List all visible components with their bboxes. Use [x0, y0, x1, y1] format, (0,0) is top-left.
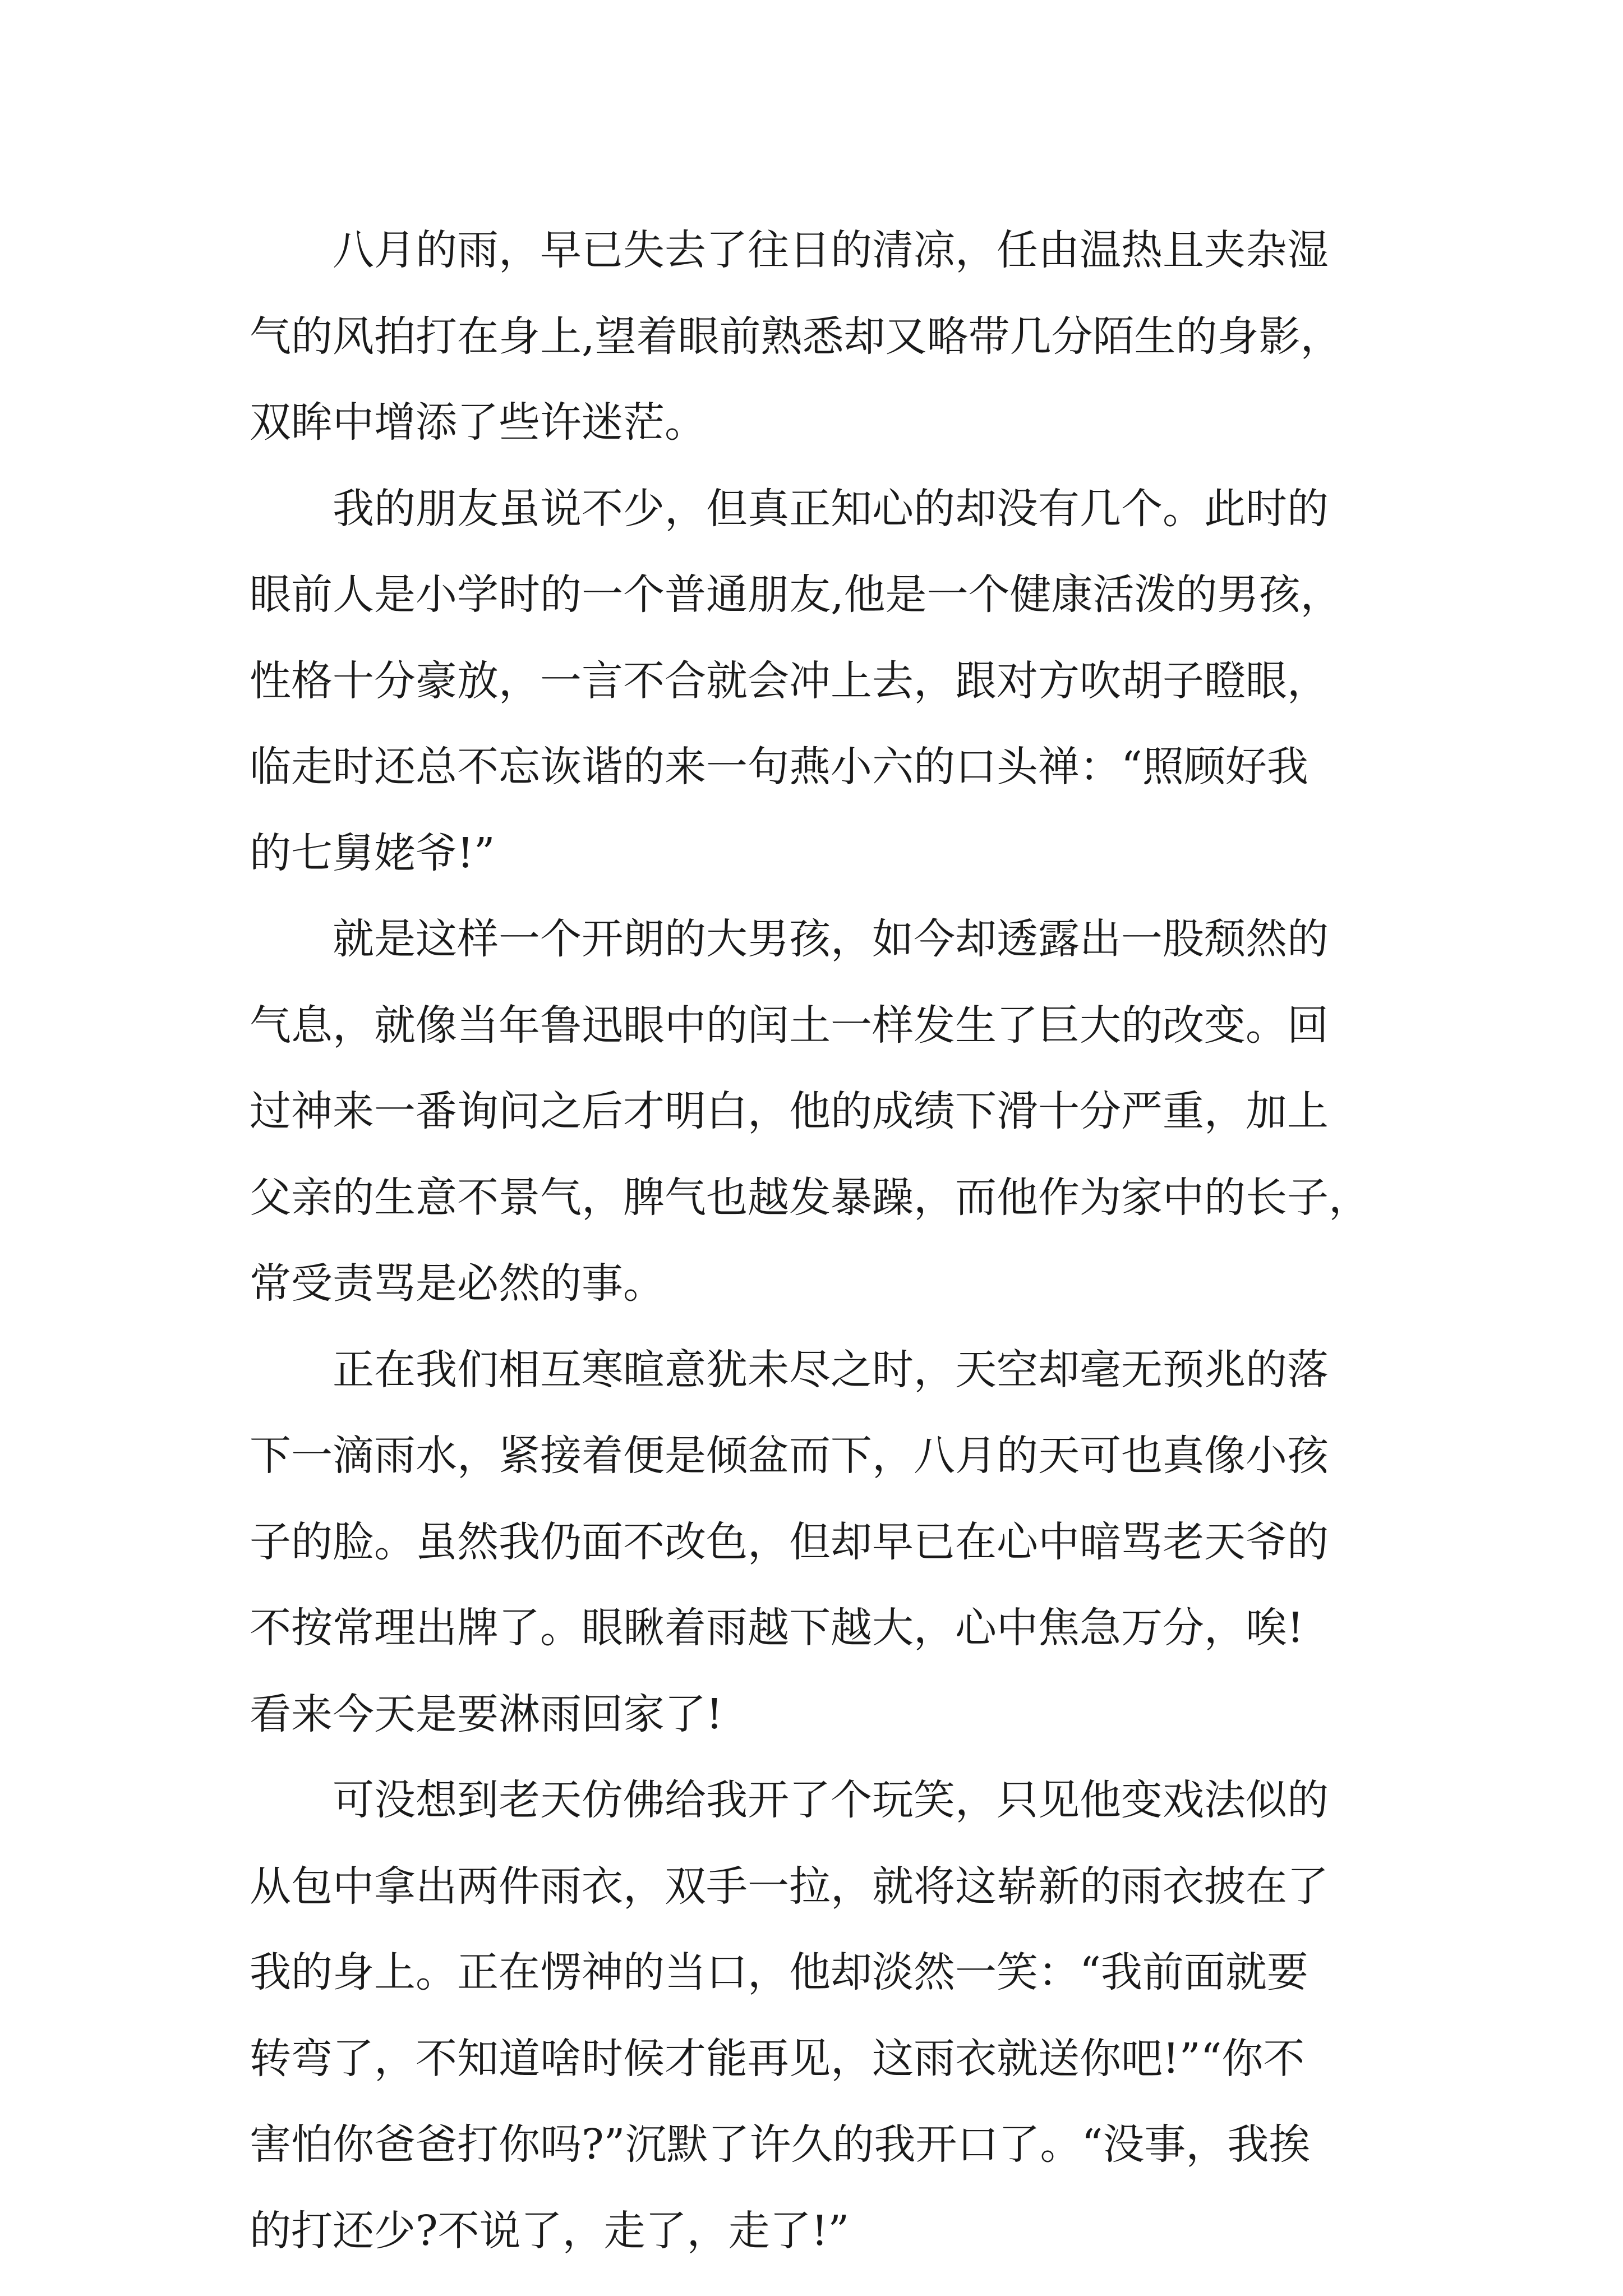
paragraph-4-line-1: 正在我们相互寒暄意犹未尽之时，天空却毫无预兆的落 — [333, 1345, 1329, 1394]
paragraph-5-line-5: 害怕你爸爸打你吗?”沉默了许久的我开口了。“没事，我挨 — [250, 2120, 1311, 2169]
body-text — [250, 208, 1416, 2274]
paragraph-3-line-3: 过神来一番询问之后才明白，他的成绩下滑十分严重，加上 — [250, 1087, 1329, 1135]
paragraph-5-line-3: 我的身上。正在愣神的当口，他却淡然一笑：“我前面就要 — [250, 1948, 1308, 1996]
paragraph-5-line-6: 的打还少?不说了，走了，走了!” — [250, 2206, 850, 2255]
paragraph-4-line-2: 下一滴雨水，紧接着便是倾盆而下，八月的天可也真像小孩 — [250, 1432, 1329, 1480]
paragraph-5-line-4: 转弯了，不知道啥时候才能再见，这雨衣就送你吧!”“你不 — [250, 2034, 1305, 2083]
paragraph-5-line-2: 从包中拿出两件雨衣，双手一拉，就将这崭新的雨衣披在了 — [250, 1862, 1329, 1911]
paragraph-1-line-3: 双眸中增添了些许迷茫。 — [250, 398, 706, 447]
paragraph-4-line-3: 子的脸。虽然我仍面不改色，但却早已在心中暗骂老天爷的 — [250, 1517, 1329, 1566]
paragraph-3-line-1: 就是这样一个开朗的大男孩，如今却透露出一股颓然的 — [333, 915, 1329, 963]
paragraph-1-line-2: 气的风拍打在身上,望着眼前熟悉却又略带几分陌生的身影， — [250, 312, 1342, 361]
paragraph-3-line-2: 气息，就像当年鲁迅眼中的闰土一样发生了巨大的改变。回 — [250, 1001, 1329, 1050]
paragraph-1-line-1: 八月的雨，早已失去了往日的清凉，任由温热且夹杂湿 — [333, 226, 1329, 274]
paragraph-4-line-4: 不按常理出牌了。眼瞅着雨越下越大，心中焦急万分，唉! — [250, 1604, 1304, 1652]
paragraph-2-line-2: 眼前人是小学时的一个普通朋友,他是一个健康活泼的男孩， — [250, 570, 1342, 619]
paragraph-2-line-4: 临走时还总不忘诙谐的来一句燕小六的口头禅：“照顾好我 — [250, 743, 1308, 791]
paragraph-3-line-5: 常受责骂是必然的事。 — [250, 1259, 665, 1308]
paragraph-2-line-1: 我的朋友虽说不少，但真正知心的却没有几个。此时的 — [333, 484, 1329, 533]
paragraph-4-line-5: 看来今天是要淋雨回家了! — [250, 1690, 723, 1738]
paragraph-2-line-3: 性格十分豪放，一言不合就会冲上去，跟对方吹胡子瞪眼， — [250, 656, 1329, 705]
paragraph-2-line-5: 的七舅姥爷!” — [250, 829, 495, 877]
paragraph-3-line-4: 父亲的生意不景气，脾气也越发暴躁，而他作为家中的长子， — [250, 1173, 1370, 1222]
paragraph-5-line-1: 可没想到老天仿佛给我开了个玩笑，只见他变戏法似的 — [333, 1776, 1329, 1824]
